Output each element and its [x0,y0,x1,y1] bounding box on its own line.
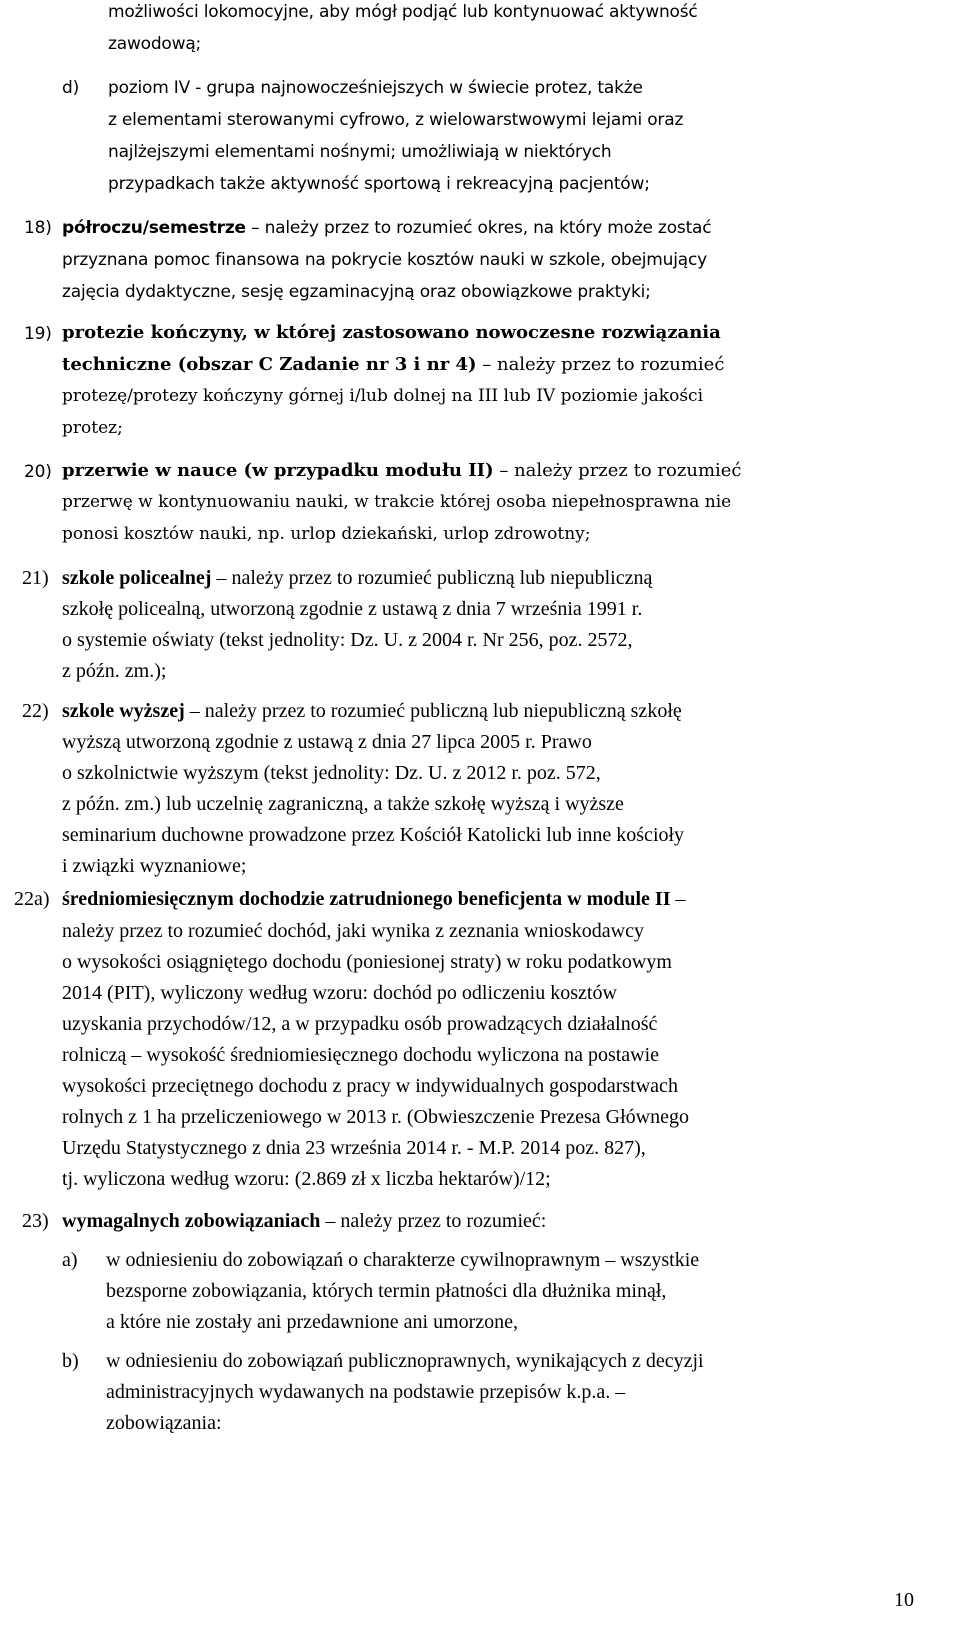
text-line: z elementami sterowanymi cyfrowo, z wielowarstwowymi lejami oraz [108,110,684,130]
text-line: wysokości przeciętnego dochodu z pracy w indywidualnych gospodarstwach [62,1075,678,1097]
term: szkole wyższej [62,700,185,722]
item-marker: 22a) [14,888,50,910]
term: wymagalnych zobowiązaniach [62,1210,321,1232]
text-line: o systemie oświaty (tekst jednolity: Dz. U. z 2004 r. Nr 256, poz. 2572, [62,629,633,651]
text-line: protezę/protezy kończyny górnej i/lub dolnej na III lub IV poziomie jakości [62,386,704,406]
text-line: i związki wyznaniowe; [62,855,247,877]
text-line [108,78,884,98]
text-line [108,2,882,22]
text-line: 2014 (PIT), wyliczony według wzoru: dochód po odliczeniu kosztów [62,982,617,1004]
text: – należy przez to rozumieć okres, na który może zostać [251,218,712,238]
text-line: rolnych z 1 ha przeliczeniowego w 2013 r. (Obwieszczenie Prezesa Głównego [62,1106,689,1128]
text-line: przerwę w kontynuowaniu nauki, w trakcie której osoba niepełnosprawna nie [62,492,732,512]
item-marker: b) [62,1350,79,1372]
item-marker: 21) [22,567,49,589]
text-line: tj. wyliczona według wzoru: (2.869 zł x liczba hektarów)/12; [62,1168,551,1190]
text: – należy przez to rozumieć publiczną lub niepubliczną szkołę [189,700,682,722]
text-line: Urzędu Statystycznego z dnia 23 września 2014 r. - M.P. 2014 poz. 827), [62,1137,646,1159]
text-line: zajęcia dydaktyczne, sesję egzaminacyjną oraz obowiązkowe praktyki; [62,282,651,302]
term: średniomiesięcznym dochodzie zatrudnionego beneficjenta w module II [62,888,671,910]
term: protezie kończyny, w której zastosowano nowoczesne rozwiązania [62,322,721,343]
text-line: bezsporne zobowiązania, których termin płatności dla dłużnika minął, [106,1280,667,1302]
text: – [675,888,686,910]
text: – należy przez to rozumieć [482,354,725,375]
page-number: 10 [894,1589,914,1611]
text-line: wyższą utworzoną zgodnie z ustawą z dnia 27 lipca 2005 r. Prawo [62,731,592,753]
item-marker: a) [62,1249,78,1271]
text-line: administracyjnych wydawanych na podstawie przepisów k.p.a. – [106,1381,626,1403]
text-line [62,354,724,375]
term: szkole policealnej [62,567,212,589]
text: – należy przez to rozumieć [499,460,742,481]
text-line [62,218,711,238]
text-line: szkołę policealną, utworzoną zgodnie z ustawą z dnia 7 września 1991 r. [62,598,643,620]
text-line: o wysokości osiągniętego dochodu (poniesionej straty) w roku podatkowym [62,951,672,973]
text-line: uzyskania przychodów/12, a w przypadku osób prowadzących działalność [62,1013,658,1035]
item-marker: d) [62,78,80,98]
text-line: a które nie zostały ani przedawnione ani umorzone, [106,1311,519,1333]
text-line: o szkolnictwie wyższym (tekst jednolity: Dz. U. z 2012 r. poz. 572, [62,762,601,784]
text-line [62,460,742,481]
text-line [62,567,652,590]
text-line: zobowiązania: [106,1412,222,1434]
term: techniczne (obszar C Zadanie nr 3 i nr 4) [62,354,477,375]
text-line: ponosi kosztów nauki, np. urlop dziekański, urlop zdrowotny; [62,524,591,544]
item-marker: 18) [24,218,52,238]
text-line: seminarium duchowne prowadzone przez Kościół Katolicki lub inne kościoły [62,824,685,846]
text-line [62,322,721,343]
text-line: w odniesieniu do zobowiązań publicznoprawnych, wynikających z decyzji [106,1350,704,1372]
text-line [62,700,682,723]
text-line [62,1210,546,1233]
item-marker: 23) [22,1210,49,1232]
text: – należy przez to rozumieć publiczną lub niepubliczną [216,567,653,589]
text-line: najlżejszymi elementami nośnymi; umożliwiają w niektórych [108,142,612,162]
text-line: przyznana pomoc finansowa na pokrycie kosztów nauki w szkole, obejmujący [62,250,707,270]
item-marker: 19) [24,324,52,344]
text-line: z późn. zm.); [62,660,167,682]
text-line: protez; [62,418,123,438]
text: poziom IV - grupa najnowocześniejszych w świecie protez, także [108,78,643,98]
text-line: z późn. zm.) lub uczelnię zagraniczną, a także szkołę wyższą i wyższe [62,793,624,815]
term: przerwie w nauce (w przypadku modułu II) [62,460,494,481]
text-line: w odniesieniu do zobowiązań o charakterze cywilnoprawnym – wszystkie [106,1249,700,1271]
text-line: przypadkach także aktywność sportową i rekreacyjną pacjentów; [108,174,650,194]
text-line: zawodową; [108,34,202,54]
text: możliwości lokomocyjne, aby mógł podjąć lub kontynuować aktywność [108,2,698,22]
text-line: należy przez to rozumieć dochód, jaki wynika z zeznania wnioskodawcy [62,920,644,942]
text-line [62,888,686,911]
item-marker: 20) [24,462,52,482]
item-marker: 22) [22,700,49,722]
text-line: rolniczą – wysokość średniomiesięcznego dochodu wyliczona na postawie [62,1044,660,1066]
term: półroczu/semestrze [62,218,246,238]
text: – należy przez to rozumieć: [325,1210,547,1232]
